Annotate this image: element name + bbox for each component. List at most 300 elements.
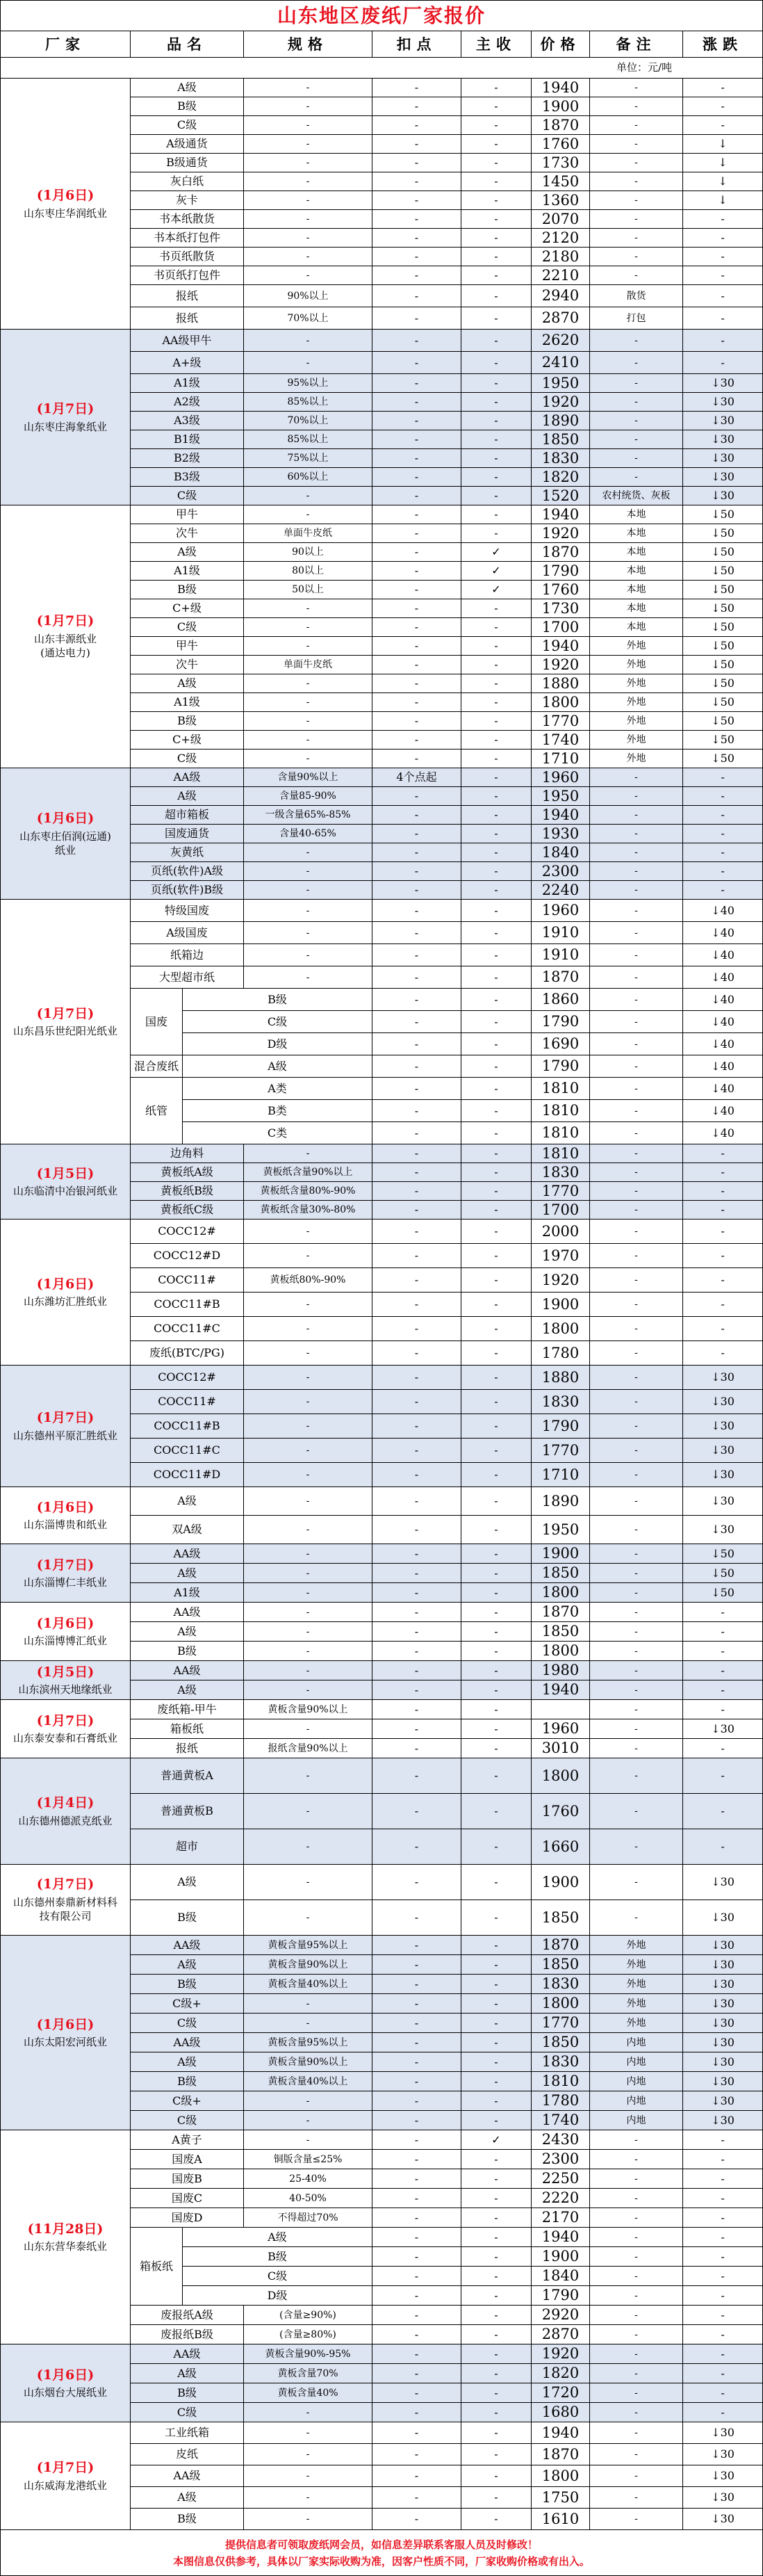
main-buy-cell: - (461, 2422, 532, 2444)
spec-cell: - (244, 1317, 372, 1341)
product-name: 次牛 (131, 656, 244, 674)
deduction-cell: - (372, 1011, 461, 1033)
change-cell: - (683, 2169, 763, 2189)
spec-cell: - (244, 2422, 372, 2444)
deduction-cell: - (372, 1680, 461, 1700)
price-cell: 1900 (532, 1544, 590, 1564)
price-cell: 1940 (532, 2228, 590, 2247)
main-buy-cell: - (461, 1439, 532, 1463)
price-row (1, 79, 763, 97)
deduction-cell: - (372, 1463, 461, 1487)
main-buy-cell: - (461, 1341, 532, 1366)
note-cell: - (590, 1758, 683, 1794)
price-cell: 1450 (532, 172, 590, 191)
factory-name: 山东德州平原汇胜纸业 (13, 1429, 117, 1442)
note-cell: - (590, 1244, 683, 1268)
spec-cell: 单面牛皮纸 (244, 524, 372, 543)
deduction-cell: - (372, 1144, 461, 1163)
price-cell: 1800 (532, 1583, 590, 1603)
note-cell: - (590, 352, 683, 374)
note-cell: - (590, 966, 683, 989)
change-cell: - (683, 2267, 763, 2286)
quote-date: (1月5日) (36, 1664, 95, 1680)
note-cell: - (590, 2465, 683, 2487)
spec-cell: - (244, 2091, 372, 2111)
main-buy-cell: - (461, 618, 532, 637)
factory-cell (1, 79, 131, 330)
deduction-cell: - (372, 656, 461, 674)
price-cell: 2000 (532, 1220, 590, 1244)
footer-note (1, 2530, 763, 2576)
factory-cell (1, 1865, 131, 1936)
price-cell: 1800 (532, 1994, 590, 2014)
note-cell: 内地 (590, 2033, 683, 2052)
change-cell: - (683, 2364, 763, 2383)
change-cell: - (683, 1829, 763, 1865)
note-cell: - (590, 1182, 683, 1201)
note-cell: - (590, 172, 683, 191)
header-name: 品名 (131, 31, 244, 58)
product-name: AA级 (131, 768, 244, 787)
note-cell: 本地 (590, 505, 683, 524)
change-cell: ↓40 (683, 900, 763, 922)
main-buy-cell: - (461, 1033, 532, 1055)
product-name: 纸管 (131, 1078, 183, 1144)
spec-cell: - (244, 135, 372, 154)
note-cell: - (590, 1414, 683, 1439)
main-buy-cell: - (461, 1163, 532, 1182)
deduction-cell: - (372, 1516, 461, 1544)
product-name: C级 (131, 618, 244, 637)
factory-name: 山东枣庄佰润(远通) (19, 829, 111, 843)
price-cell: 3010 (532, 1739, 590, 1758)
price-row (1, 768, 763, 787)
note-cell: - (590, 2344, 683, 2364)
main-buy-cell: - (461, 1220, 532, 1244)
price-row (1, 900, 763, 922)
main-buy-cell: - (461, 1293, 532, 1317)
product-name: C级 (131, 750, 244, 768)
price-cell: 1910 (532, 922, 590, 944)
note-cell: 外地 (590, 1936, 683, 1955)
price-cell: 1860 (532, 989, 590, 1011)
spec-cell: - (244, 172, 372, 191)
main-buy-cell: - (461, 307, 532, 330)
deduction-cell: - (372, 966, 461, 989)
price-row (1, 2344, 763, 2364)
price-cell: 1660 (532, 1829, 590, 1865)
main-buy-cell: - (461, 1463, 532, 1487)
price-cell: 2250 (532, 2169, 590, 2189)
note-cell: - (590, 1794, 683, 1829)
deduction-cell: - (372, 1055, 461, 1078)
price-cell: 1790 (532, 562, 590, 581)
deduction-cell: - (372, 285, 461, 307)
main-buy-cell: - (461, 1994, 532, 2014)
spec-cell: - (244, 1994, 372, 2014)
product-name: A黄子 (131, 2130, 244, 2150)
change-cell: - (683, 1794, 763, 1829)
main-buy-cell: - (461, 2072, 532, 2091)
spec-cell: - (244, 966, 372, 989)
deduction-cell: - (372, 1341, 461, 1366)
main-buy-cell: - (461, 2487, 532, 2509)
change-cell: ↓50 (683, 731, 763, 750)
deduction-cell: - (372, 1719, 461, 1739)
main-buy-cell: - (461, 900, 532, 922)
price-row (1, 2422, 763, 2444)
product-name: B级 (131, 2509, 244, 2530)
price-cell: 1870 (532, 2444, 590, 2465)
deduction-cell: - (372, 2364, 461, 2383)
deduction-cell: - (372, 1390, 461, 1414)
quote-date: (1月7日) (36, 1557, 95, 1573)
price-cell: 1870 (532, 543, 590, 562)
deduction-cell: - (372, 1544, 461, 1564)
price-cell: 1850 (532, 1564, 590, 1583)
change-cell: ↓ (683, 172, 763, 191)
deduction-cell: - (372, 637, 461, 656)
price-cell: 1790 (532, 1414, 590, 1439)
price-cell: 1730 (532, 154, 590, 172)
main-buy-cell: - (461, 922, 532, 944)
note-cell: - (590, 1390, 683, 1414)
deduction-cell: - (372, 989, 461, 1011)
spec-cell: 黄板含量40% (244, 2383, 372, 2403)
note-cell: 外地 (590, 2014, 683, 2033)
product-name: A3级 (131, 412, 244, 430)
deduction-cell: - (372, 135, 461, 154)
product-name: 甲牛 (131, 505, 244, 524)
product-name: 超市 (131, 1829, 244, 1865)
main-buy-cell: - (461, 1680, 532, 1700)
deduction-cell: - (372, 1487, 461, 1516)
price-cell: 1850 (532, 1900, 590, 1936)
change-cell: ↓30 (683, 2014, 763, 2033)
spec-cell: - (244, 1680, 372, 1700)
deduction-cell: - (372, 750, 461, 768)
main-buy-cell: - (461, 374, 532, 393)
note-cell: - (590, 900, 683, 922)
note-cell: 内地 (590, 2072, 683, 2091)
product-name: 书页纸打包件 (131, 266, 244, 285)
note-cell: - (590, 1439, 683, 1463)
price-cell: 2430 (532, 2130, 590, 2150)
note-cell: 打包 (590, 307, 683, 330)
deduction-cell: - (372, 1366, 461, 1390)
main-buy-cell: - (461, 1516, 532, 1544)
product-name: 废纸箱-甲牛 (131, 1700, 244, 1719)
note-cell: - (590, 2130, 683, 2150)
price-cell: 1910 (532, 944, 590, 966)
price-cell: 1700 (532, 1201, 590, 1220)
product-name: COCC11#B (131, 1293, 244, 1317)
price-cell: 1960 (532, 900, 590, 922)
spec-cell: - (244, 1516, 372, 1544)
change-cell: ↓40 (683, 922, 763, 944)
note-cell: 农村统货、灰板 (590, 487, 683, 505)
deduction-cell: - (372, 154, 461, 172)
factory-cell (1, 1220, 131, 1366)
quote-date: (1月7日) (36, 401, 95, 417)
price-cell: 1810 (532, 1122, 590, 1144)
price-cell: 1950 (532, 374, 590, 393)
main-buy-cell: - (461, 172, 532, 191)
spec-cell: 70%以上 (244, 307, 372, 330)
product-name: AA级 (131, 2033, 244, 2052)
change-cell: ↓40 (683, 1078, 763, 1100)
change-cell: - (683, 2228, 763, 2247)
change-cell: ↓50 (683, 524, 763, 543)
change-cell: ↓40 (683, 966, 763, 989)
price-cell: 1800 (532, 1642, 590, 1661)
header-factory: 厂家 (1, 31, 131, 58)
product-grade: A级 (183, 2228, 372, 2247)
factory-cell (1, 1487, 131, 1544)
note-cell: - (590, 1719, 683, 1739)
main-buy-cell: - (461, 393, 532, 412)
note-cell: - (590, 1366, 683, 1390)
product-grade: C级 (183, 2267, 372, 2286)
price-row (1, 1144, 763, 1163)
price-row (1, 1865, 763, 1900)
price-cell: 1920 (532, 656, 590, 674)
spec-cell: - (244, 1719, 372, 1739)
change-cell: ↓50 (683, 637, 763, 656)
deduction-cell: - (372, 505, 461, 524)
main-buy-cell: - (461, 1390, 532, 1414)
change-cell: ↓ (683, 154, 763, 172)
price-cell: 1820 (532, 468, 590, 487)
product-name: 国废 (131, 989, 183, 1055)
price-cell: 1940 (532, 2422, 590, 2444)
main-buy-cell: - (461, 248, 532, 266)
note-cell: - (590, 989, 683, 1011)
price-cell: 1870 (532, 1603, 590, 1622)
factory-name: 山东泰安泰和石膏纸业 (13, 1732, 117, 1745)
factory-cell (1, 2130, 131, 2344)
product-name: AA级甲牛 (131, 330, 244, 352)
factory-name: 山东昌乐世纪阳光纸业 (13, 1025, 117, 1038)
note-cell: - (590, 1078, 683, 1100)
price-cell: 1920 (532, 393, 590, 412)
change-cell: ↓30 (683, 1719, 763, 1739)
product-name: C+级 (131, 599, 244, 618)
price-cell: 1710 (532, 1463, 590, 1487)
factory-cell (1, 1603, 131, 1661)
note-cell: 外地 (590, 750, 683, 768)
deduction-cell: - (372, 412, 461, 430)
product-name: 边角料 (131, 1144, 244, 1163)
main-buy-cell: - (461, 505, 532, 524)
main-buy-cell: - (461, 1583, 532, 1603)
price-cell: 1960 (532, 1719, 590, 1739)
deduction-cell: - (372, 2344, 461, 2364)
main-buy-cell: - (461, 285, 532, 307)
main-buy-cell: - (461, 862, 532, 881)
change-cell: ↓50 (683, 712, 763, 731)
deduction-cell: - (372, 1794, 461, 1829)
spec-cell: 90以上 (244, 543, 372, 562)
product-name: B级 (131, 2383, 244, 2403)
main-buy-cell: - (461, 1182, 532, 1201)
note-cell: - (590, 2208, 683, 2228)
change-cell: ↓ (683, 191, 763, 210)
change-cell: - (683, 266, 763, 285)
product-name: 报纸 (131, 285, 244, 307)
spec-cell: - (244, 881, 372, 900)
main-buy-cell: - (461, 966, 532, 989)
price-row (1, 1758, 763, 1794)
spec-cell: - (244, 1293, 372, 1317)
note-cell: - (590, 2487, 683, 2509)
note-cell: - (590, 2189, 683, 2208)
price-cell: 1770 (532, 1182, 590, 1201)
spec-cell: - (244, 1661, 372, 1680)
factory-name: 山东潍坊汇胜纸业 (23, 1295, 107, 1309)
product-name: A级 (131, 1487, 244, 1516)
deduction-cell: - (372, 944, 461, 966)
product-name: 黄板纸B级 (131, 1182, 244, 1201)
change-cell: ↓30 (683, 1975, 763, 1994)
main-buy-cell: - (461, 656, 532, 674)
spec-cell: 报纸含量90%以上 (244, 1739, 372, 1758)
spec-cell: 黄板纸含量80%-90% (244, 1182, 372, 1201)
price-cell: 1920 (532, 1268, 590, 1293)
quote-date: (1月7日) (36, 1005, 95, 1021)
spec-cell: - (244, 2444, 372, 2465)
main-buy-cell: - (461, 2444, 532, 2465)
change-cell: - (683, 1739, 763, 1758)
note-cell: 本地 (590, 524, 683, 543)
product-name: A1级 (131, 562, 244, 581)
main-buy-cell: - (461, 731, 532, 750)
spec-cell: - (244, 712, 372, 731)
price-cell: 1930 (532, 825, 590, 843)
change-cell: - (683, 79, 763, 97)
deduction-cell: - (372, 330, 461, 352)
note-cell: - (590, 266, 683, 285)
change-cell: - (683, 787, 763, 806)
change-cell: - (683, 229, 763, 248)
product-name: B级 (131, 97, 244, 116)
product-name: 次牛 (131, 524, 244, 543)
main-buy-cell: ✓ (461, 581, 532, 599)
spec-cell: 50以上 (244, 581, 372, 599)
price-cell: 1900 (532, 2247, 590, 2267)
price-cell: 2870 (532, 2325, 590, 2344)
main-buy-cell: - (461, 1122, 532, 1144)
spec-cell: - (244, 1220, 372, 1244)
price-cell: 1980 (532, 1661, 590, 1680)
deduction-cell: - (372, 1244, 461, 1268)
spec-cell: - (244, 1341, 372, 1366)
main-buy-cell: - (461, 1829, 532, 1865)
product-name: B级通货 (131, 154, 244, 172)
main-buy-cell: - (461, 944, 532, 966)
change-cell: ↓50 (683, 693, 763, 712)
main-buy-cell: - (461, 2091, 532, 2111)
main-buy-cell: - (461, 97, 532, 116)
note-cell: 本地 (590, 618, 683, 637)
product-name: A级 (131, 79, 244, 97)
main-buy-cell: - (461, 674, 532, 693)
product-name: 灰白纸 (131, 172, 244, 191)
deduction-cell: - (372, 693, 461, 712)
footer-line-1: 提供信息者可领取废纸网会员，如信息差异联系客服人员及时修改！ (225, 2538, 539, 2551)
factory-name: 山东枣庄华润纸业 (23, 206, 107, 220)
change-cell: ↓50 (683, 581, 763, 599)
deduction-cell: - (372, 487, 461, 505)
spec-cell: - (244, 1829, 372, 1865)
note-cell: - (590, 229, 683, 248)
spec-cell: 60%以上 (244, 468, 372, 487)
change-cell: ↓40 (683, 1011, 763, 1033)
deduction-cell: - (372, 1078, 461, 1100)
deduction-cell: - (372, 191, 461, 210)
note-cell: - (590, 2364, 683, 2383)
spec-cell: - (244, 1794, 372, 1829)
note-cell: 外地 (590, 637, 683, 656)
main-buy-cell: - (461, 1758, 532, 1794)
main-buy-cell: - (461, 768, 532, 787)
spec-cell: 黄板含量90%以上 (244, 1700, 372, 1719)
product-name: C级 (131, 2403, 244, 2422)
main-buy-cell: - (461, 1719, 532, 1739)
spec-cell: - (244, 2509, 372, 2530)
change-cell: ↓30 (683, 393, 763, 412)
change-cell: - (683, 1144, 763, 1163)
deduction-cell: - (372, 1975, 461, 1994)
price-cell: 1800 (532, 693, 590, 712)
price-row (1, 1700, 763, 1719)
note-cell: 外地 (590, 1955, 683, 1975)
product-name: 箱板纸 (131, 1719, 244, 1739)
spec-cell: - (244, 944, 372, 966)
spec-cell: 85%以上 (244, 393, 372, 412)
deduction-cell: - (372, 2325, 461, 2344)
main-buy-cell: - (461, 412, 532, 430)
spec-cell: 70%以上 (244, 412, 372, 430)
deduction-cell: - (372, 1220, 461, 1244)
factory-name-line2: 纸业 (54, 843, 76, 857)
main-buy-cell: - (461, 352, 532, 374)
product-name: 皮纸 (131, 2444, 244, 2465)
main-buy-cell: - (461, 2383, 532, 2403)
product-name: B级 (131, 1975, 244, 1994)
factory-name: 山东威海龙港纸业 (23, 2479, 107, 2492)
note-cell: 散货 (590, 285, 683, 307)
product-grade: C级 (183, 1011, 372, 1033)
note-cell: 本地 (590, 581, 683, 599)
note-cell: - (590, 1201, 683, 1220)
spec-cell: - (244, 731, 372, 750)
deduction-cell: - (372, 1293, 461, 1317)
price-cell: 1690 (532, 1033, 590, 1055)
change-cell: ↓50 (683, 505, 763, 524)
quote-date: (11月28日) (27, 2221, 104, 2237)
spec-cell: - (244, 191, 372, 210)
factory-cell (1, 1661, 131, 1700)
main-buy-cell: - (461, 1936, 532, 1955)
spec-cell: - (244, 2014, 372, 2033)
spec-cell: (含量≥80%) (244, 2325, 372, 2344)
factory-cell (1, 1544, 131, 1603)
price-cell: 1950 (532, 787, 590, 806)
spec-cell: - (244, 618, 372, 637)
main-buy-cell: - (461, 637, 532, 656)
quote-date: (1月5日) (36, 1165, 95, 1181)
